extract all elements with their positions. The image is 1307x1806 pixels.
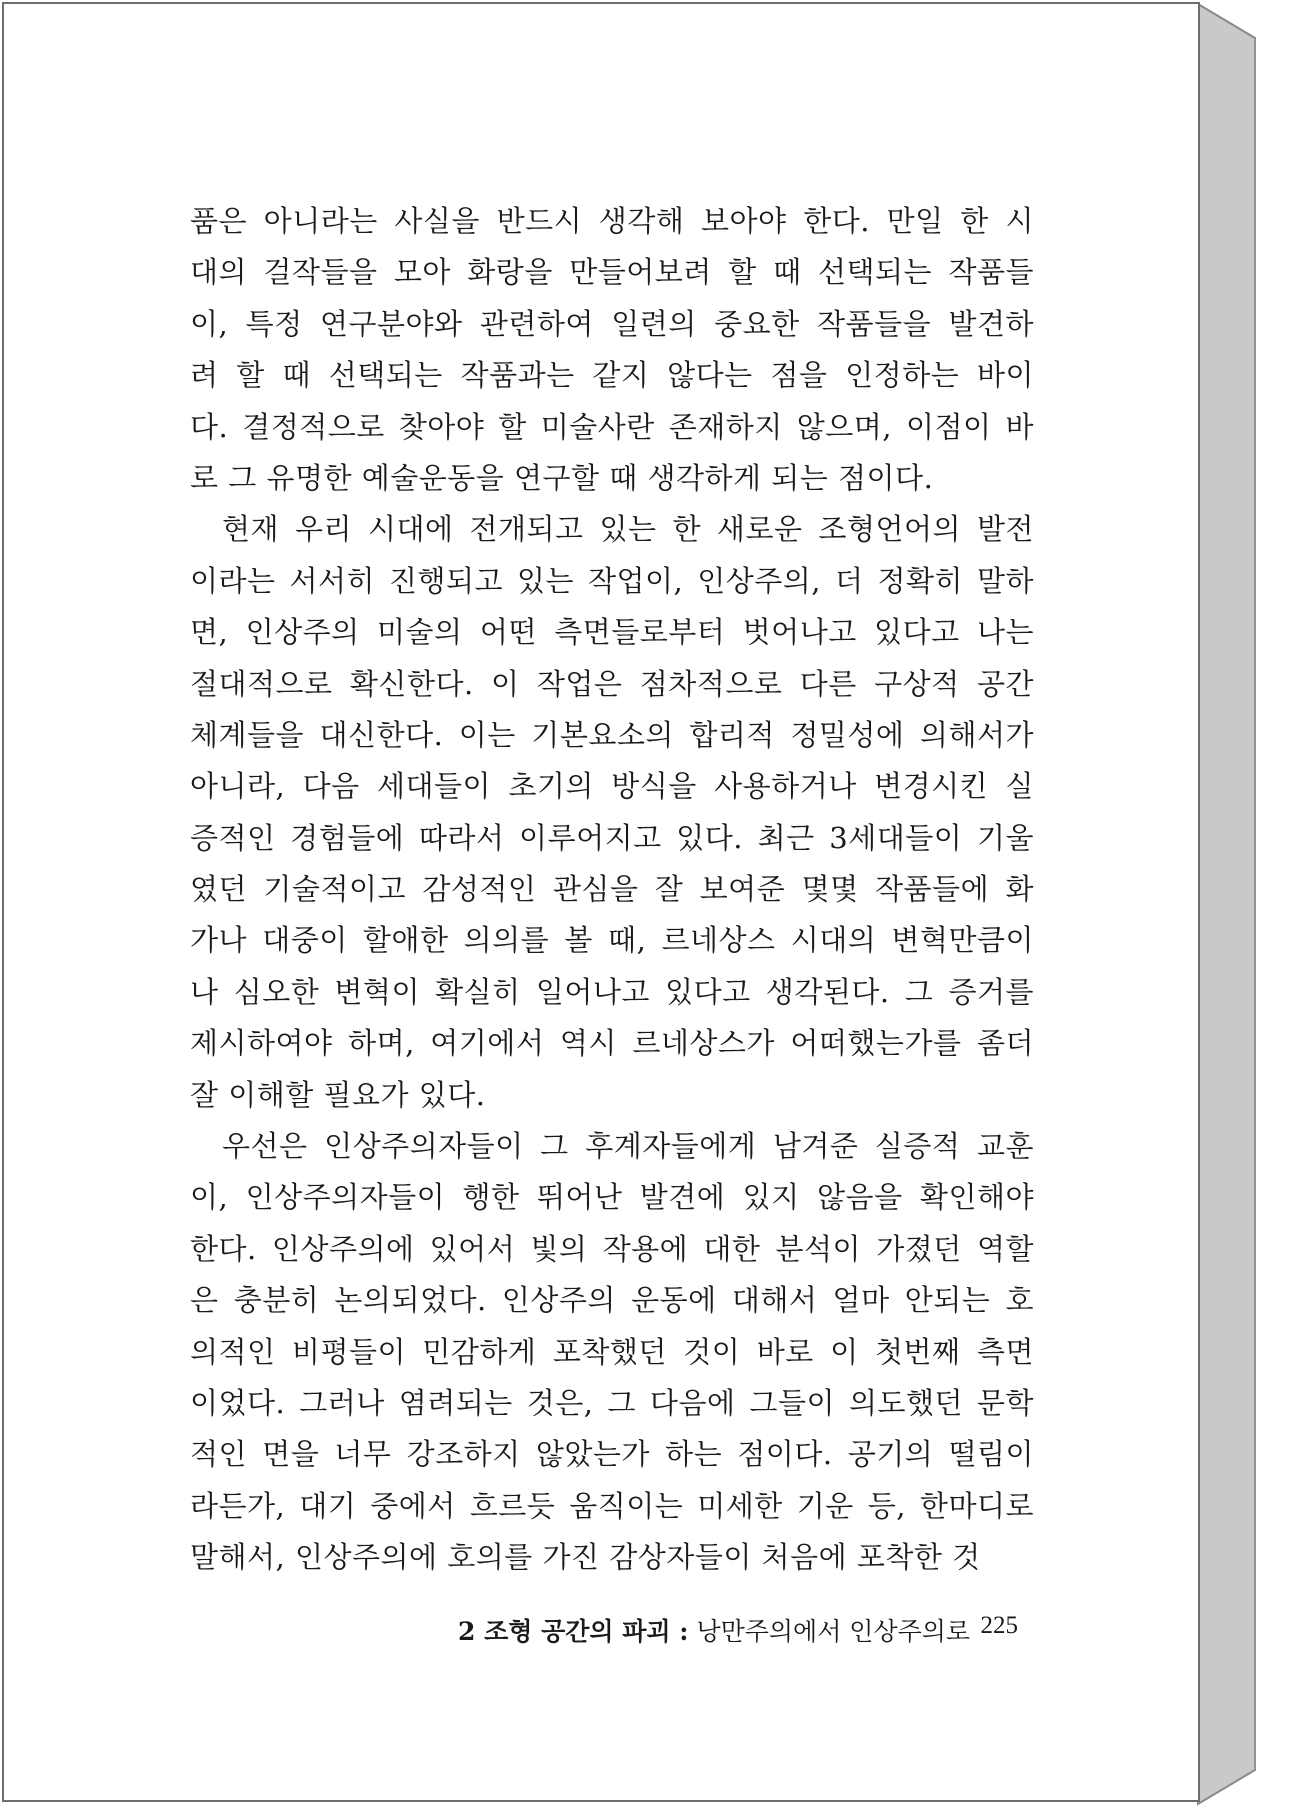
text-line: 품은 아니라는 사실을 반드시 생각해 보아야 한다. 만일 한 시 <box>190 204 1034 238</box>
text-line: 제시하여야 하며, 여기에서 역시 르네상스가 어떠했는가를 좀더 <box>190 1026 1034 1061</box>
text-line: 절대적으로 확신한다. 이 작업은 점차적으로 다른 구상적 공간 <box>190 666 1034 701</box>
text-line: 이, 특정 연구분야와 관련하여 일련의 중요한 작품들을 발견하 <box>190 306 1034 341</box>
text-line: 다. 결정적으로 찾아야 할 미술사란 존재하지 않으며, 이점이 바 <box>190 409 1034 444</box>
chapter-subtitle: 낭만주의에서 인상주의로 <box>696 1617 971 1646</box>
text-line: 로 그 유명한 예술운동을 연구할 때 생각하게 되는 점이다. <box>190 460 934 495</box>
body-text <box>190 196 1034 1584</box>
text-line: 증적인 경험들에 따라서 이루어지고 있다. 최근 3세대들이 기울 <box>190 820 1034 855</box>
text-line: 라든가, 대기 중에서 흐르듯 움직이는 미세한 기운 등, 한마디로 <box>190 1488 1034 1523</box>
text-line: 이라는 서서히 진행되고 있는 작업이, 인상주의, 더 정확히 말하 <box>190 563 1034 598</box>
text-line: 이, 인상주의자들이 행한 뛰어난 발견에 있지 않음을 확인해야 <box>190 1180 1034 1215</box>
text-line: 아니라, 다음 세대들이 초기의 방식을 사용하거나 변경시킨 실 <box>190 769 1034 804</box>
text-line: 대의 걸작들을 모아 화랑을 만들어보려 할 때 선택되는 작품들 <box>190 255 1034 290</box>
chapter-title: 2 조형 공간의 파괴 : <box>458 1617 689 1646</box>
text-line: 적인 면을 너무 강조하지 않았는가 하는 점이다. 공기의 떨림이 <box>190 1437 1034 1472</box>
text-line: 잘 이해할 필요가 있다. <box>190 1077 486 1112</box>
text-line: 의적인 비평들이 민감하게 포착했던 것이 바로 이 첫번째 측면 <box>190 1334 1034 1369</box>
text-line: 체계들을 대신한다. 이는 기본요소의 합리적 정밀성에 의해서가 <box>190 717 1034 752</box>
running-footer <box>458 1612 1018 1648</box>
text-line: 현재 우리 시대에 전개되고 있는 한 새로운 조형언어의 발전 <box>222 512 1034 547</box>
text-line: 은 충분히 논의되었다. 인상주의 운동에 대해서 얼마 안되는 호 <box>190 1283 1034 1318</box>
text-line: 였던 기술적이고 감성적인 관심을 잘 보여준 몇몇 작품들에 화 <box>190 872 1034 907</box>
text-line: 한다. 인상주의에 있어서 빛의 작용에 대한 분석이 가졌던 역할 <box>190 1231 1034 1266</box>
text-line: 이었다. 그러나 염려되는 것은, 그 다음에 그들이 의도했던 문학 <box>190 1385 1034 1420</box>
text-line: 나 심오한 변혁이 확실히 일어나고 있다고 생각된다. 그 증거를 <box>190 974 1034 1009</box>
text-line: 가나 대중이 할애한 의의를 볼 때, 르네상스 시대의 변혁만큼이 <box>190 923 1034 958</box>
text-line: 면, 인상주의 미술의 어떤 측면들로부터 벗어나고 있다고 나는 <box>190 615 1034 650</box>
text-line: 려 할 때 선택되는 작품과는 같지 않다는 점을 인정하는 바이 <box>190 358 1034 393</box>
text-line: 우선은 인상주의자들이 그 후계자들에게 남겨준 실증적 교훈 <box>222 1129 1034 1164</box>
text-line: 말해서, 인상주의에 호의를 가진 감상자들이 처음에 포착한 것 <box>190 1540 981 1575</box>
page-number: 225 <box>980 1612 1018 1639</box>
